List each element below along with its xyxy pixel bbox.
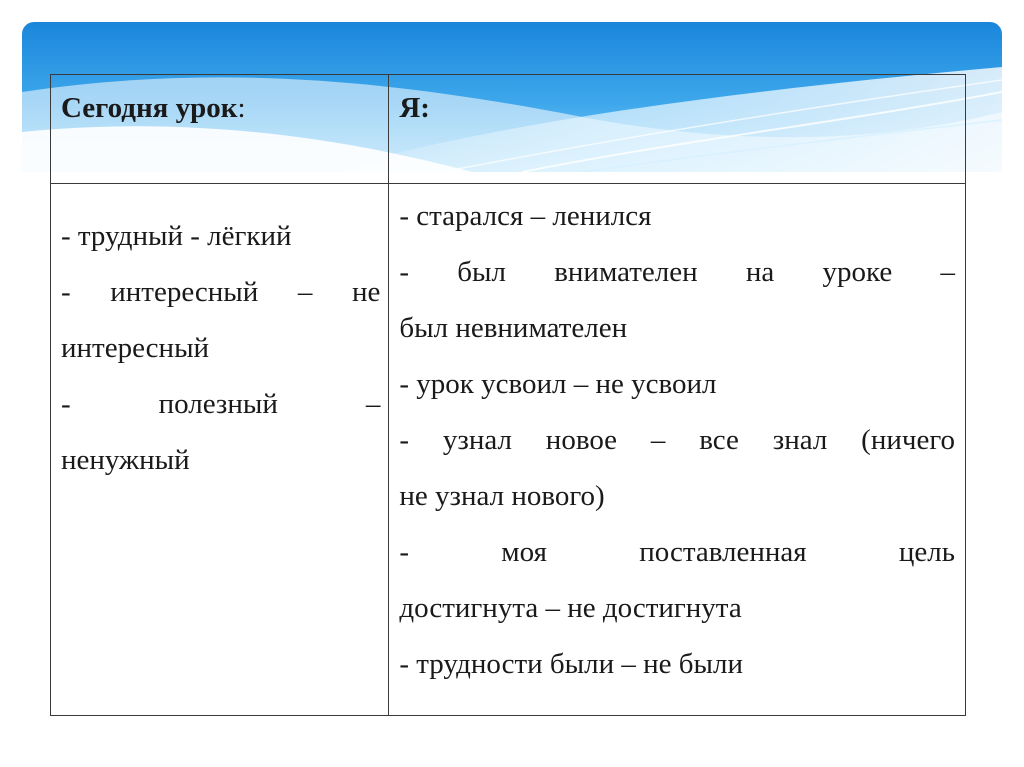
assessment-goal-line1: - моя поставленная цель [399,536,955,568]
assessment-learned-lesson: - урок усвоил – не усвоил [399,368,717,400]
table-header-row [51,75,966,184]
assessment-new-knowledge-line1: - узнал новое – все знал (ничего [399,424,955,456]
assessment-attentive-line2: был невнимателен [399,312,628,344]
assessment-tried-lazy: - старался – ленился [399,200,652,232]
option-useful-line1: - полезный – [61,388,381,420]
option-useful-line2: ненужный [61,444,190,476]
option-difficult-easy: - трудный - лёгкий [61,220,292,252]
header-cell-today-lesson [51,75,389,184]
table-body-row [51,184,966,716]
me-title: Я: [399,92,430,124]
header-cell-me [389,75,966,184]
assessment-new-knowledge-line2: не узнал нового) [399,480,605,512]
self-assessment-cell [389,184,966,716]
assessment-goal-line2: достигнута – не достигнута [399,592,742,624]
assessment-attentive-line1: - был внимателен на уроке – [399,256,955,288]
reflection-table [50,74,966,716]
assessment-difficulties: - трудности были – не были [399,648,743,680]
option-interesting-line1: - интересный – не [61,276,381,308]
today-lesson-title: Сегодня урок [61,92,238,124]
today-lesson-colon: : [237,92,246,124]
lesson-options-cell [51,184,389,716]
option-interesting-line2: интересный [61,332,210,364]
